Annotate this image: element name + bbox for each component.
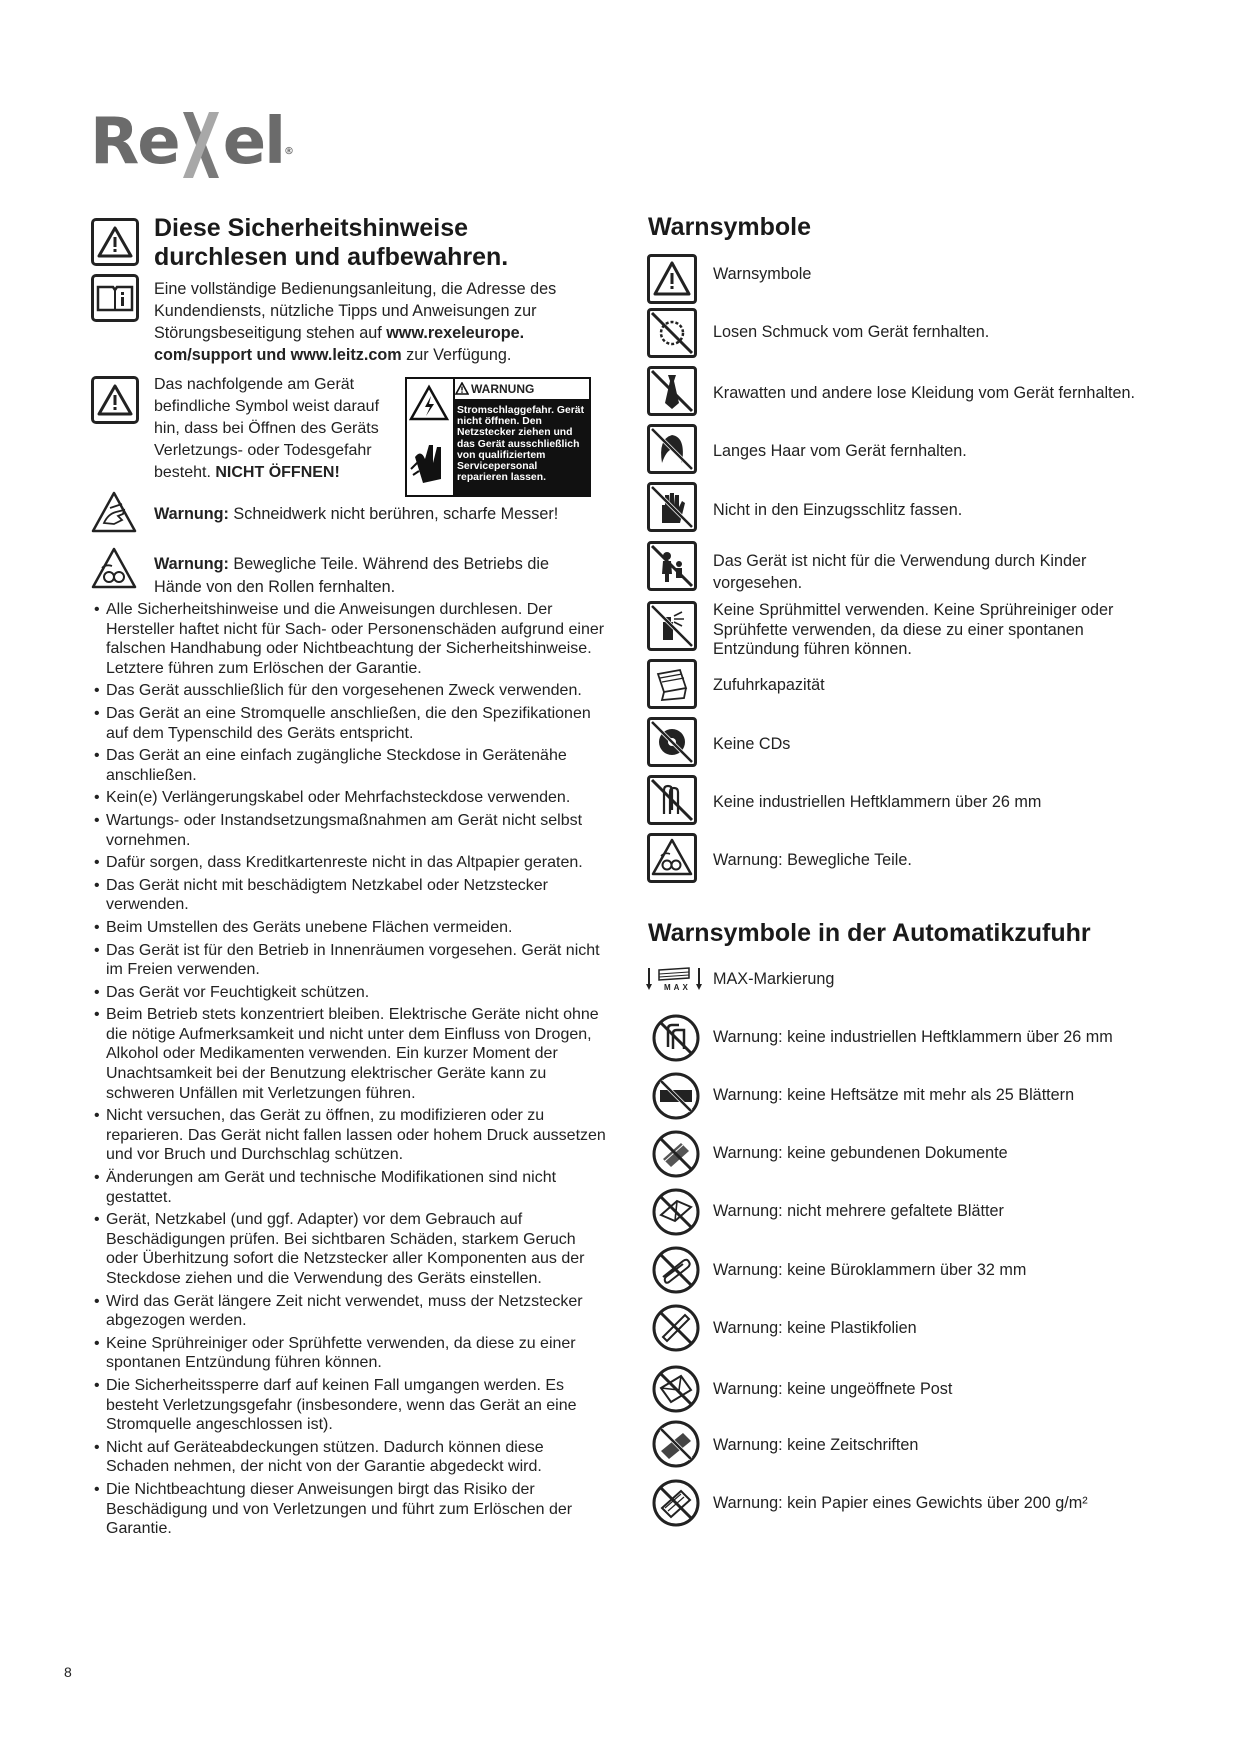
do-not-open: NICHT ÖFFNEN! [215, 464, 340, 481]
symbol-label: Krawatten und andere lose Kleidung vom Gerät fernhalten. [713, 384, 1136, 402]
no-cd-icon [647, 717, 697, 767]
warning-triangle-icon [91, 218, 139, 266]
no-spray-icon [647, 601, 697, 651]
symbol-label: Warnung: keine Zeitschriften [713, 1436, 919, 1454]
symbol-label: Warnung: Bewegliche Teile. [713, 851, 912, 869]
list-item: • Das Gerät an eine Stromquelle anschließen, die den Spezifikationen auf dem Typenschild des Geräts entspricht. [90, 704, 610, 743]
logo-text-a: Re [90, 105, 179, 179]
symbol-label: Keine CDs [713, 735, 791, 753]
list-item: • Das Gerät an eine einfach zugängliche Steckdose in Gerätenähe anschließen. [90, 746, 610, 785]
list-item: • Das Gerät ist für den Betrieb in Innenräumen vorgesehen. Gerät nicht im Freien verwenden. [90, 941, 610, 980]
feed-capacity-icon [647, 659, 697, 709]
logo-registered: ® [284, 146, 293, 157]
no-tie-icon [647, 366, 697, 416]
no-bound-documents-icon [651, 1129, 701, 1179]
list-item: • Nicht versuchen, das Gerät zu öffnen, zu modifizieren oder zu reparieren. Das Gerät nicht fallen lassen oder hohem Druck aussetzen und vor Bruch und Durchschlag schützen. [90, 1106, 610, 1165]
electric-shock-note [154, 374, 394, 484]
manual-info-icon [91, 274, 139, 322]
page-number: 8 [64, 1664, 72, 1680]
no-thick-stack-icon [651, 1071, 701, 1121]
warning-triangle-icon [91, 376, 139, 424]
list-item: • Wird das Gerät längere Zeit nicht verwendet, muss der Netzstecker abgezogen werden. [90, 1292, 610, 1331]
list-item: • Beim Umstellen des Geräts unebene Flächen vermeiden. [90, 918, 610, 938]
no-jewelry-icon [647, 308, 697, 358]
no-magazines-icon [651, 1419, 701, 1469]
intro-paragraph [154, 278, 594, 366]
shock-icon-column [407, 379, 455, 495]
symbol-label: Nicht in den Einzugsschlitz fassen. [713, 501, 963, 519]
warn1-label: Warnung: [154, 505, 229, 523]
list-item: • Das Gerät vor Feuchtigkeit schützen. [90, 983, 610, 1003]
list-item: • Alle Sicherheitshinweise und die Anweisungen durchlesen. Der Hersteller haftet nicht für Sach- oder Personenschäden aufgrund einer falschen Handhabung oder Nichtbeachtung der Sicherheitshinweise. Letztere führen zum Erlöschen der Garantie. [90, 600, 610, 678]
symbol-label: Warnung: keine ungeöffnete Post [713, 1380, 953, 1398]
no-heavy-paper-icon [651, 1478, 701, 1528]
electric-text: Das nachfolgende am Gerät befindliche Symbol weist darauf hin, dass bei Öffnen des Geräts Verletzungs- oder Todesgefahr besteht. [154, 376, 380, 481]
symbol-label: Das Gerät ist nicht für die Verwendung durch Kinder vorgesehen. [713, 552, 1087, 592]
no-plastic-film-icon [651, 1303, 701, 1353]
electric-warning-label [405, 377, 591, 497]
warn2-label: Warnung: [154, 555, 229, 573]
page-title: Diese Sicherheitshinweise durchlesen und aufbewahren. [154, 214, 509, 271]
no-folded-sheets-icon [651, 1187, 701, 1237]
intro-text-2: zur Verfügung. [401, 346, 512, 364]
logo-text-b: el [222, 105, 285, 179]
rexel-logo [90, 92, 300, 192]
list-item: • Das Gerät ausschließlich für den vorgesehenen Zweck verwenden. [90, 681, 610, 701]
list-item: • Änderungen am Gerät und technische Modifikationen sind nicht gestattet. [90, 1168, 610, 1207]
warn1-text: Schneidwerk nicht berühren, scharfe Messer! [228, 505, 559, 523]
section-heading-warnsymbole: Warnsymbole [648, 213, 812, 241]
list-item: • Wartungs- oder Instandsetzungsmaßnahmen am Gerät nicht selbst vornehmen. [90, 811, 610, 850]
support-link[interactable]: www.rexeleurope. com/support und www.leitz.com [154, 324, 525, 364]
logo-x-mark [179, 92, 223, 192]
warnbox-title [453, 379, 589, 401]
max-marking-icon [645, 964, 703, 994]
symbol-label: Warnung: keine Büroklammern über 32 mm [713, 1261, 1027, 1279]
intro-text-1: Eine vollständige Bedienungsanleitung, die Adresse des Kundendiensts, nützliche Tipps und Anweisungen zur Störungsbeseitigung stehen auf [154, 280, 557, 342]
list-item: • Die Nichtbeachtung dieser Anweisungen birgt das Risiko der Beschädigung und von Verletzungen und führt zum Erlöschen der Garantie. [90, 1480, 610, 1539]
list-item: • Beim Betrieb stets konzentriert bleiben. Elektrische Geräte nicht ohne die nötige Aufmerksamkeit und nicht unter dem Einfluss von Drogen, Alkohol oder Medikamenten verwenden. Ein kurzer Moment der Unachtsamkeit bei der Benutzung elektrischer Geräte kann zu schweren Unfällen mit Verletzungen führen. [90, 1005, 610, 1103]
no-industrial-staples-icon [647, 775, 697, 825]
no-long-hair-icon [647, 424, 697, 474]
max-label: MAX [664, 983, 691, 992]
list-item: • Das Gerät nicht mit beschädigtem Netzkabel oder Netzstecker verwenden. [90, 876, 610, 915]
no-unopened-mail-icon [651, 1364, 701, 1414]
symbol-label: Warnung: kein Papier eines Gewichts über 200 g/m² [713, 1494, 1088, 1512]
symbol-label: Warnung: keine Heftsätze mit mehr als 25 Blättern [713, 1086, 1075, 1104]
moving-parts-warning [154, 553, 594, 599]
no-staples-circle-icon [651, 1013, 701, 1063]
warning-triangle-icon [647, 254, 697, 304]
moving-parts-warning-icon [90, 546, 138, 595]
symbol-label: Keine Sprühmittel verwenden. Keine Sprühreiniger oder Sprühfette verwenden, da diese zu einer spontanen Entzündung führen können. [713, 601, 1114, 658]
symbol-label: MAX-Markierung [713, 970, 835, 988]
hand-blade-warning-icon [90, 490, 138, 539]
symbol-label: Warnung: keine Plastikfolien [713, 1319, 917, 1337]
symbol-label: Keine industriellen Heftklammern über 26 mm [713, 793, 1042, 811]
section-heading-automatikzufuhr: Warnsymbole in der Automatikzufuhr [648, 919, 1091, 947]
moving-parts-icon [647, 833, 697, 883]
symbol-label: Warnsymbole [713, 265, 812, 283]
list-item: • Dafür sorgen, dass Kreditkartenreste nicht in das Altpapier geraten. [90, 853, 610, 873]
no-hand-in-slot-icon [647, 482, 697, 532]
blade-warning [154, 503, 604, 526]
list-item: • Kein(e) Verlängerungskabel oder Mehrfachsteckdose verwenden. [90, 788, 610, 808]
symbol-label: Losen Schmuck vom Gerät fernhalten. [713, 323, 990, 341]
safety-bullet-list [90, 600, 610, 1542]
list-item: • Gerät, Netzkabel (und ggf. Adapter) vor dem Gebrauch auf Beschädigungen prüfen. Bei sichtbaren Schäden, starkem Geruch oder Überhitzung sofort die Netzstecker aller Komponenten aus der Steckdose ziehen und die Verwendung des Geräts einstellen. [90, 1210, 610, 1288]
symbol-label: Warnung: nicht mehrere gefaltete Blätter [713, 1202, 1004, 1220]
symbol-label: Zufuhrkapazität [713, 676, 825, 694]
warn2-text: Bewegliche Teile. Während des Betriebs die Hände von den Rollen fernhalten. [154, 555, 549, 596]
list-item: • Nicht auf Geräteabdeckungen stützen. Dadurch können diese Schaden nehmen, der nicht von der Garantie abgedeckt wird. [90, 1438, 610, 1477]
symbol-label: Langes Haar vom Gerät fernhalten. [713, 442, 967, 460]
no-paper-clips-icon [651, 1245, 701, 1295]
warnbox-body: Stromschlaggefahr. Gerät nicht öffnen. Den Netzstecker ziehen und das Gerät ausschließlich von qualifiziertem Servicepersonal reparieren lassen. [453, 401, 589, 495]
list-item: • Keine Sprühreiniger oder Sprühfette verwenden, da diese zu einer spontanen Entzündung führen können. [90, 1334, 610, 1373]
no-children-icon [647, 541, 697, 591]
list-item: • Die Sicherheitssperre darf auf keinen Fall umgangen werden. Es besteht Verletzungsgefahr (insbesondere, wenn das Gerät an eine Stromquelle angeschlossen ist). [90, 1376, 610, 1435]
symbol-label: Warnung: keine gebundenen Dokumente [713, 1144, 1008, 1162]
symbol-label: Warnung: keine industriellen Heftklammern über 26 mm [713, 1028, 1113, 1046]
warnbox-title-text: WARNUNG [471, 382, 535, 396]
